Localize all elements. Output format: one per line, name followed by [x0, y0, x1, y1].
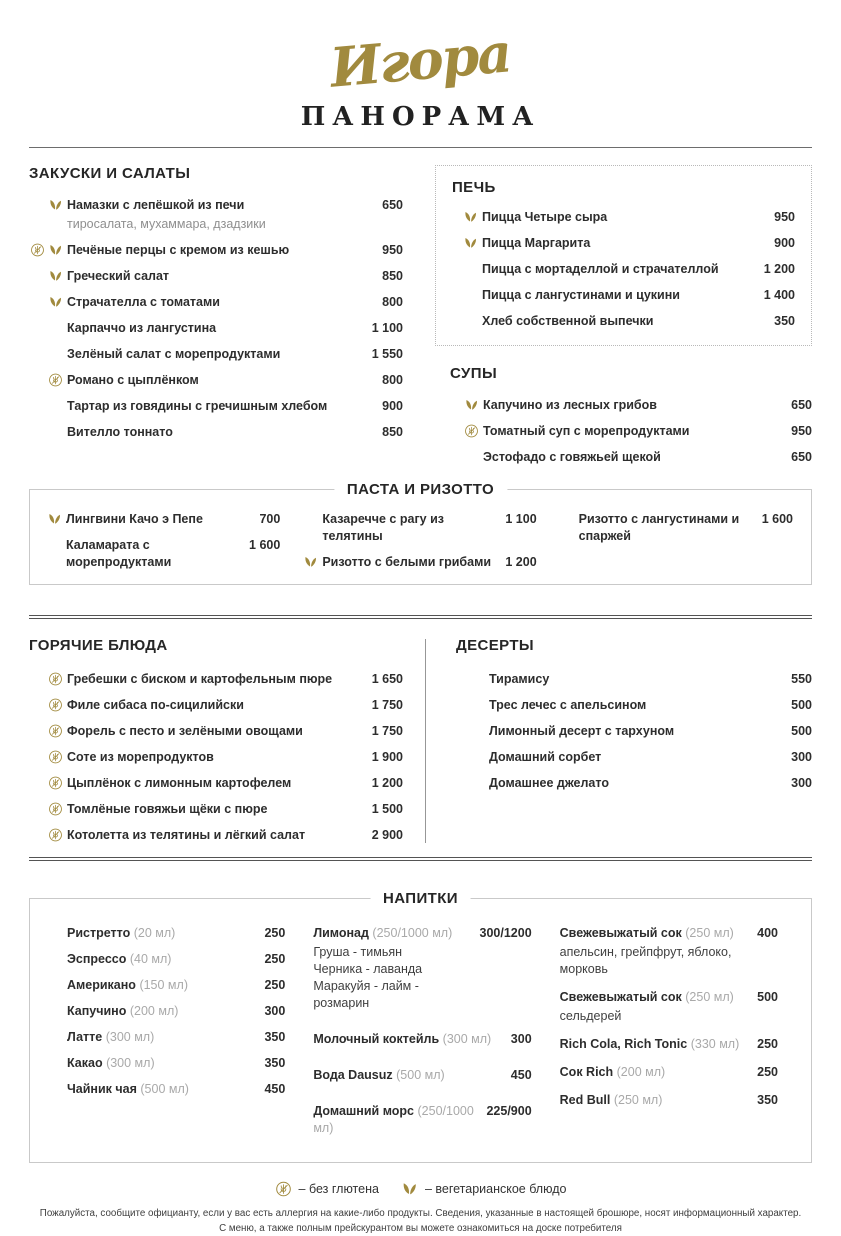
item-name: Свежевыжатый сок (250 мл) апельсин, грейпфрут, яблоко, морковь: [560, 925, 749, 978]
item-volume: (500 мл): [396, 1068, 445, 1082]
item-icons: [450, 397, 483, 412]
menu-item: [29, 197, 403, 233]
item-name: Rich Cola, Rich Tonic (330 мл): [559, 1037, 740, 1051]
menu-item: [556, 1036, 778, 1053]
item-name: Вода Dausuz (500 мл): [313, 1068, 445, 1082]
item-price: 350: [264, 1056, 286, 1070]
item-price: 900: [774, 236, 795, 250]
menu-item: [29, 671, 403, 688]
menu-item: [452, 287, 795, 304]
item-icons: [29, 801, 67, 816]
item-icons: [561, 511, 579, 512]
menu-item: [29, 749, 403, 766]
item-name: Сок Rich (200 мл): [559, 1065, 666, 1079]
double-rule-bottom: [29, 857, 812, 861]
disclaimer-line-1: Пожалуйста, сообщите официанту, если у вас есть аллергия на какие-либо продукты. Сведения, указанные в настоящей брошюре, носят информационный характер.: [39, 1208, 802, 1219]
gluten-free-icon: [48, 373, 63, 387]
item-name: Капучино из лесных грибов: [483, 398, 657, 412]
item-icons: [452, 235, 482, 250]
item-price: 225/900: [486, 1104, 532, 1118]
item-name: Греческий салат: [67, 269, 170, 283]
item-icons: [452, 313, 482, 314]
item-price: 300: [791, 776, 812, 790]
section-title: НАПИТКИ: [370, 890, 471, 907]
item-volume: (250 мл): [613, 1093, 663, 1107]
item-name: Лимонад (250/1000 мл) Груша - тимьян Черника - лаванда Маракуйя - лайм - розмарин: [313, 925, 471, 1012]
menu-item: [450, 397, 812, 414]
menu-item: [452, 313, 795, 330]
legend: [29, 1181, 812, 1197]
item-volume: (20 мл): [133, 926, 176, 940]
section-title: ПЕЧЬ: [452, 179, 496, 196]
item-volume: (250 мл): [685, 990, 734, 1004]
item-price: 450: [510, 1068, 532, 1082]
item-icons: [452, 261, 482, 262]
menu-column: [309, 925, 531, 1156]
item-name: Зелёный салат с морепродуктами: [67, 347, 281, 361]
menu-column: [561, 511, 793, 580]
item-name: Страчателла с томатами: [67, 295, 220, 309]
menu-item: [556, 989, 778, 1025]
menu-item: [452, 261, 795, 278]
menu-item: [29, 723, 403, 740]
gluten-free-icon: [48, 724, 63, 738]
menu-item: [309, 1103, 531, 1137]
item-name: Намазки с лепёшкой из печи тиросалата, мухаммара, дзадзики: [67, 197, 374, 233]
item-volume: (300 мл): [105, 1030, 155, 1044]
item-name: Пицца Маргарита: [482, 236, 591, 250]
item-price: 1 200: [371, 776, 403, 790]
oven-list: [452, 209, 795, 330]
item-icons: [29, 197, 67, 212]
item-price: 500: [791, 724, 812, 738]
item-desc: Груша - тимьян Черника - лаванда Маракуйя - лайм - розмарин: [313, 945, 423, 1010]
menu-item: [556, 925, 778, 978]
item-name: Романо с цыплёнком: [67, 373, 199, 387]
item-price: 650: [791, 450, 812, 464]
item-price: 650: [791, 398, 812, 412]
item-name: Лимонный десерт с тархуном: [489, 724, 675, 738]
item-price: 350: [774, 314, 795, 328]
header-divider: [29, 147, 812, 148]
item-price: 850: [382, 269, 403, 283]
menu-column: [48, 511, 280, 580]
menu-item: [304, 554, 536, 571]
item-price: 700: [259, 512, 281, 526]
menu-item: [48, 511, 280, 528]
item-name: Капучино (200 мл): [67, 1004, 179, 1018]
item-price: 1 750: [371, 698, 403, 712]
item-icons: [29, 827, 67, 842]
section-title: ПАСТА И РИЗОТТО: [334, 481, 507, 498]
item-volume: (200 мл): [616, 1065, 666, 1079]
footer-disclaimer: [29, 1206, 812, 1236]
item-price: 900: [382, 399, 403, 413]
item-name: Томлёные говяжьи щёки с пюре: [67, 802, 268, 816]
vegetarian-icon: [401, 1181, 418, 1197]
menu-item: [309, 1067, 531, 1084]
menu-column: [63, 925, 285, 1156]
menu-item: [309, 925, 531, 1012]
item-price: 550: [791, 672, 812, 686]
gluten-free-icon: [48, 672, 63, 686]
menu-item: [29, 801, 403, 818]
item-icons: [456, 723, 489, 724]
item-icons: [456, 749, 489, 750]
vegetarian-icon: [463, 210, 478, 224]
item-icons: [48, 511, 66, 526]
item-name: Соте из морепродуктов: [67, 750, 214, 764]
item-price: 1 750: [371, 724, 403, 738]
item-price: 250: [264, 978, 286, 992]
section-mains: [29, 637, 403, 857]
menu-item: [63, 951, 285, 968]
item-icons: [29, 723, 67, 738]
menu-item: [63, 1003, 285, 1020]
item-price: 500: [757, 990, 778, 1004]
item-price: 1 650: [371, 672, 403, 686]
item-name: Форель с песто и зелёными овощами: [67, 724, 303, 738]
section-soups: [435, 365, 812, 466]
item-name: Домашнее джелато: [489, 776, 609, 790]
item-volume: (40 мл): [129, 952, 172, 966]
item-price: 1 600: [249, 538, 281, 552]
item-icons: [29, 671, 67, 686]
page-title: ПАНОРАМА: [300, 102, 541, 132]
soups-list: [450, 397, 812, 466]
item-name: Пицца с мортаделлой и страчателлой: [482, 262, 719, 276]
menu-item: [304, 511, 536, 545]
item-price: 1 500: [371, 802, 403, 816]
menu-item: [29, 424, 403, 441]
item-name: Печёные перцы с кремом из кешью: [67, 243, 290, 257]
item-price: 350: [757, 1093, 778, 1107]
vegetarian-legend-label: – вегетарианское блюдо: [424, 1182, 567, 1196]
section-title: ДЕСЕРТЫ: [456, 637, 534, 654]
starters-list: [29, 197, 403, 441]
item-icons: [452, 287, 482, 288]
item-price: 950: [774, 210, 795, 224]
gluten-free-icon: [48, 698, 63, 712]
disclaimer-line-2: С меню, а также полным прейскурантом вы можете ознакомиться на доске потребителя: [219, 1223, 622, 1234]
menu-column: [556, 925, 778, 1156]
item-icons: [29, 346, 67, 347]
menu-item: [29, 294, 403, 311]
item-price: 250: [264, 952, 286, 966]
item-icons: [450, 449, 483, 450]
item-icons: [456, 775, 489, 776]
item-name: Тартар из говядины с гречишным хлебом: [67, 399, 328, 413]
item-price: 450: [264, 1082, 286, 1096]
item-price: 250: [264, 926, 286, 940]
item-price: 300: [791, 750, 812, 764]
vegetarian-icon: [464, 398, 479, 412]
item-price: 1 900: [371, 750, 403, 764]
item-desc: тиросалата, мухаммара, дзадзики: [67, 217, 266, 231]
menu-column: [304, 511, 536, 580]
menu-item: [29, 398, 403, 415]
item-volume: (200 мл): [129, 1004, 179, 1018]
item-price: 500: [791, 698, 812, 712]
menu-item: [452, 235, 795, 252]
item-icons: [29, 424, 67, 425]
item-volume: (330 мл): [690, 1037, 740, 1051]
menu-item: [63, 977, 285, 994]
gluten-free-icon: [48, 776, 63, 790]
item-name: Ристретто (20 мл): [67, 926, 176, 940]
section-pasta: [29, 481, 812, 585]
item-name: Филе сибаса по-сицилийски: [67, 698, 244, 712]
item-name: Каламарата с морепродуктами: [66, 538, 172, 569]
item-name: Red Bull (250 мл): [559, 1093, 663, 1107]
item-desc: апельсин, грейпфрут, яблоко, морковь: [559, 945, 732, 976]
item-name: Латте (300 мл): [67, 1030, 155, 1044]
mains-desserts: [29, 619, 812, 857]
item-price: 800: [382, 295, 403, 309]
item-volume: (150 мл): [139, 978, 188, 992]
item-volume: (250 мл): [685, 926, 734, 940]
item-volume: (300 мл): [106, 1056, 155, 1070]
item-icons: [29, 294, 67, 309]
section-title: ЗАКУСКИ И САЛАТЫ: [29, 165, 191, 182]
item-name: Эспрессо (40 мл): [67, 952, 172, 966]
item-name: Американо (150 мл): [67, 978, 188, 992]
section-oven: [435, 165, 812, 346]
item-icons: [29, 749, 67, 764]
item-icons: [48, 537, 66, 538]
item-icons: [450, 423, 483, 438]
menu-item: [452, 209, 795, 226]
vegetarian-icon: [48, 243, 63, 257]
item-name: Домашний сорбет: [489, 750, 602, 764]
item-price: 950: [791, 424, 812, 438]
item-volume: (300 мл): [442, 1032, 492, 1046]
drinks-columns: [63, 925, 778, 1156]
item-price: 950: [382, 243, 403, 257]
menu-item: [29, 268, 403, 285]
item-volume: (250/1000 мл): [313, 1104, 474, 1135]
item-icons: [456, 697, 489, 698]
item-name: Томатный суп с морепродуктами: [483, 424, 690, 438]
section-desserts: [426, 637, 812, 857]
item-icons: [304, 511, 322, 512]
vegetarian-icon: [48, 198, 63, 212]
item-icons: [29, 268, 67, 283]
item-icons: [456, 671, 489, 672]
menu-item: [63, 1081, 285, 1098]
section-drinks: [29, 890, 812, 1163]
item-name: Лингвини Качо э Пепе: [66, 512, 203, 526]
item-price: 1 200: [763, 262, 795, 276]
menu-item: [456, 775, 812, 792]
mains-list: [29, 671, 403, 844]
item-desc: сельдерей: [559, 1009, 622, 1023]
gluten-free-icon: [48, 828, 63, 842]
item-name: Пицца Четыре сыра: [482, 210, 608, 224]
desserts-list: [456, 671, 812, 792]
item-name: Какао (300 мл): [67, 1056, 155, 1070]
item-price: 400: [757, 926, 778, 940]
item-icons: [29, 697, 67, 712]
item-price: 1 600: [761, 512, 793, 526]
item-price: 250: [757, 1037, 778, 1051]
menu-item: [309, 1031, 531, 1048]
item-price: 850: [382, 425, 403, 439]
item-icons: [304, 554, 322, 569]
menu-item: [29, 372, 403, 389]
item-name: Трес лечес с апельсином: [489, 698, 647, 712]
item-icons: [29, 398, 67, 399]
item-name: Пицца с лангустинами и цукини: [482, 288, 680, 302]
item-name: Казаречче с рагу из телятины: [322, 512, 444, 543]
menu-item: [456, 697, 812, 714]
item-price: 1 100: [371, 321, 403, 335]
item-name: Котолетта из телятины и лёгкий салат: [67, 828, 306, 842]
menu-item: [63, 925, 285, 942]
menu-item: [48, 537, 280, 571]
menu-item: [29, 775, 403, 792]
item-icons: [29, 775, 67, 790]
vegetarian-icon: [303, 555, 318, 569]
menu-item: [63, 1055, 285, 1072]
top-sections: [29, 165, 812, 462]
gluten-free-icon: [464, 424, 479, 438]
item-volume: (250/1000 мл): [372, 926, 453, 940]
item-price: 1 400: [763, 288, 795, 302]
item-name: Вителло тоннато: [67, 425, 173, 439]
section-title: ГОРЯЧИЕ БЛЮДА: [29, 637, 168, 654]
item-name: Хлеб собственной выпечки: [482, 314, 654, 328]
item-icons: [29, 320, 67, 321]
vegetarian-icon: [47, 512, 62, 526]
gluten-free-icon: [30, 243, 45, 257]
menu-item: [29, 320, 403, 337]
gluten-free-legend-label: – без глютена: [298, 1182, 379, 1196]
menu-item: [450, 423, 812, 440]
item-price: 250: [757, 1065, 778, 1079]
item-icons: [29, 372, 67, 387]
item-price: 300: [264, 1004, 286, 1018]
item-name: Тирамису: [489, 672, 550, 686]
vegetarian-icon: [463, 236, 478, 250]
item-name: Чайник чая (500 мл): [67, 1082, 189, 1096]
item-price: 2 900: [371, 828, 403, 842]
item-icons: [452, 209, 482, 224]
item-name: Ризотто с лангустинами и спаржей: [578, 512, 740, 543]
menu-item: [29, 827, 403, 844]
item-price: 800: [382, 373, 403, 387]
item-name: Гребешки с биском и картофельным пюре: [67, 672, 333, 686]
menu-item: [63, 1029, 285, 1046]
pasta-columns: [48, 511, 793, 580]
menu-item: [561, 511, 793, 545]
right-column: [435, 165, 812, 462]
item-price: 300: [510, 1032, 532, 1046]
item-name: Ризотто с белыми грибами: [322, 555, 492, 569]
item-name: Эстофадо с говяжьей щекой: [483, 450, 661, 464]
section-starters: [29, 165, 403, 462]
item-price: 350: [264, 1030, 286, 1044]
item-price: 300/1200: [479, 926, 532, 940]
menu-item: [556, 1092, 778, 1109]
menu-item: [450, 449, 812, 466]
item-name: Домашний морс (250/1000 мл): [313, 1104, 474, 1135]
menu-item: [29, 346, 403, 363]
item-name: Свежевыжатый сок (250 мл) сельдерей: [560, 989, 749, 1025]
item-volume: (500 мл): [140, 1082, 189, 1096]
menu-item: [456, 723, 812, 740]
menu-item: [456, 749, 812, 766]
item-price: 1 100: [505, 512, 537, 526]
menu-item: [29, 697, 403, 714]
gluten-free-icon: [48, 802, 63, 816]
item-price: 650: [382, 198, 403, 212]
item-name: Цыплёнок с лимонным картофелем: [67, 776, 292, 790]
gluten-free-icon: [48, 750, 63, 764]
item-icons: [29, 242, 67, 257]
vegetarian-icon: [48, 295, 63, 309]
vegetarian-icon: [48, 269, 63, 283]
gluten-free-icon: [275, 1181, 292, 1197]
menu-item: [556, 1064, 778, 1081]
brand-logo: Игора: [327, 20, 514, 100]
item-price: 1 200: [505, 555, 537, 569]
item-name: Карпаччо из лангустина: [67, 321, 217, 335]
menu-item: [29, 242, 403, 259]
item-name: Молочный коктейль (300 мл): [313, 1032, 492, 1046]
section-title: СУПЫ: [450, 365, 498, 382]
menu-item: [456, 671, 812, 688]
item-price: 1 550: [371, 347, 403, 361]
brand: [29, 22, 812, 132]
